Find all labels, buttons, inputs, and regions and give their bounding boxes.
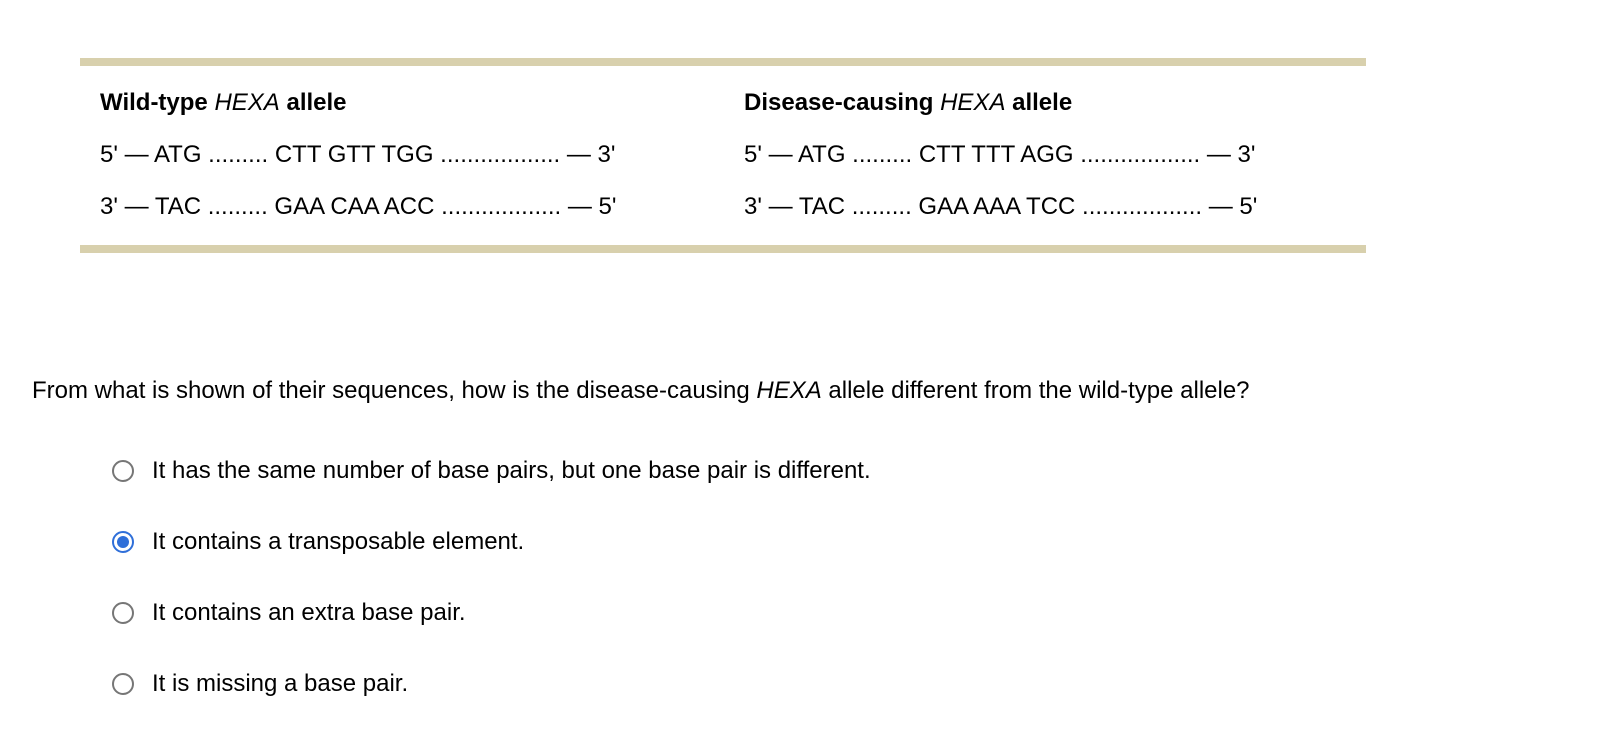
answer-option[interactable]: [112, 527, 871, 557]
wild-type-heading: [100, 88, 616, 118]
answer-option-label: It has the same number of base pairs, but one base pair is different.: [152, 457, 871, 484]
answer-option-label: It contains an extra base pair.: [152, 599, 466, 626]
table-bottom-rule: [80, 245, 1366, 253]
table-top-rule: [80, 58, 1366, 66]
radio-button[interactable]: [112, 460, 134, 482]
wild-type-strand-top: 5' — ATG ......... CTT GTT TGG .................. — 3': [100, 141, 616, 168]
allele-comparison-table: [80, 58, 1366, 253]
question-text-before: From what is shown of their sequences, how is the disease-causing: [32, 377, 750, 404]
answer-option[interactable]: [112, 598, 871, 628]
answer-option-label: It contains a transposable element.: [152, 528, 525, 555]
wild-type-column: [100, 88, 616, 222]
disease-heading: [744, 88, 1257, 118]
answer-option-label: It is missing a base pair.: [152, 670, 409, 697]
disease-heading-suffix: allele: [1012, 89, 1073, 116]
disease-heading-gene: HEXA: [940, 89, 1006, 116]
wild-type-heading-prefix: Wild-type: [100, 89, 208, 116]
radio-button[interactable]: [112, 673, 134, 695]
question-gene: HEXA: [756, 377, 822, 404]
question-text-after: allele different from the wild-type allele?: [828, 377, 1250, 404]
disease-heading-prefix: Disease-causing: [744, 89, 934, 116]
radio-button[interactable]: [112, 602, 134, 624]
answer-option[interactable]: [112, 456, 871, 486]
answer-option[interactable]: [112, 669, 871, 699]
disease-strand-top: 5' — ATG ......... CTT TTT AGG .................. — 3': [744, 141, 1256, 168]
wild-type-strand-bottom: 3' — TAC ......... GAA CAA ACC .................. — 5': [100, 193, 617, 220]
wild-type-heading-suffix: allele: [286, 89, 347, 116]
wild-type-heading-gene: HEXA: [214, 89, 280, 116]
question-text: [32, 376, 1250, 406]
disease-strand-bottom: 3' — TAC ......... GAA AAA TCC .................. — 5': [744, 193, 1258, 220]
answer-options: [112, 456, 871, 740]
radio-button[interactable]: [112, 531, 134, 553]
disease-column: [744, 88, 1257, 222]
